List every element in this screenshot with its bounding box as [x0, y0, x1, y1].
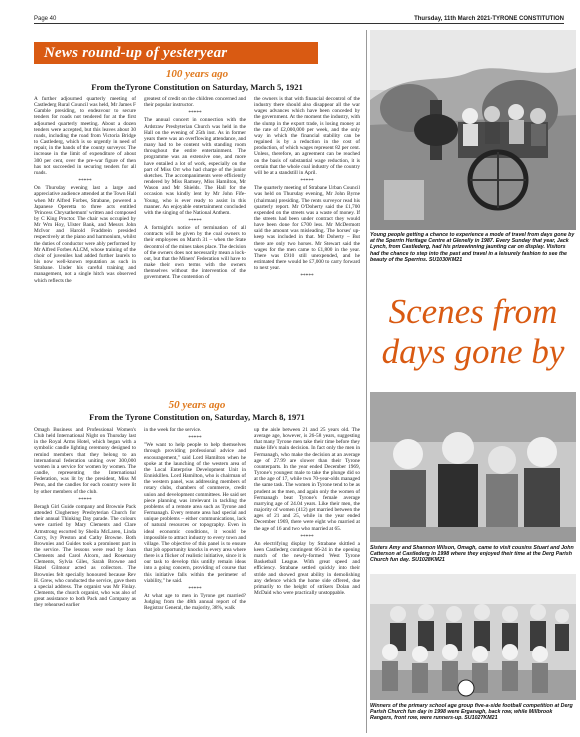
photo-football-winners-caption: Winners of the primary school age group five-a-side football competition at Derg Parish Church fun day in 1998 were Erganagh, back row, while Millbrook Rangers, front row, were runners-up. SU1027KM21	[370, 703, 573, 722]
years-ago-heading-50: 50 years ago	[168, 399, 226, 411]
photo-jaunting-car-caption: Young people getting a chance to experience a mode of travel from days gone by at the Sperrin Heritage Centre at Glenelly in 1987. Every Sunday that year, Jack Lynch, from Castlederg, had his prizewinning jaunting car on display. Visitors had the chance to step into the past and travel in a leisurely fashion to see the beauty of the Sperrins. SU1030KM21	[370, 232, 575, 263]
article-col-1921-a: A further adjourned quarterly meeting of Castlederg Rural Council was held, Mr James F Gamble presiding, to endeavour to secure tenders for roads not tendered for at the first adjourned quarterly meeting. About a dozen tenders were accepted, but this leaves about 30 roads, including the road from Victoria Bridge to Castlederg, which is so urgently in need of repair, in the hands of the county surveyor. The increase in the limit of expenditure of about 300 per cent, over the pre-war figure of then has not succeeded in securing tenders for all roads. ***** On Thursday evening last a large and appreciative audience attended at the Town Hall when Mr Alfred Forbes, Strabane, powered a Japanese Operetta to three acts entitled 'Princess Chrysathemum' written and composed by C King Proctor. The chair was occupied by Mr Wm Hoy, Ulster Bank, and Messrs John McIvor and Harold Fraddrein presided respectively at the piano and harmonium, whilst the duties of conductor were ably performed by Mr Alfred Forbes ALCM, whose training of the choir of juveniles had added further laurels to his now well-known reputation as such in Strabane. Under his careful training and management, not a single hitch was observed which reflects the	[34, 96, 136, 284]
source-line-1921: From theTyrone Constitution on Saturday, March 5, 1921	[91, 82, 303, 92]
issue-line: Thursday, 11th March 2021-TYRONE CONSTITUTION	[414, 16, 564, 22]
article-col-1971-c: up the aisle between 21 and 25 years old. The average age, however, is 26-58 years, suggesting that many Tyrone men take their time before they make life's main decision. In fact only the men in Fermanagh, who make the decision at an average age of 27.99 are slower than their Tyrone counterparts. In the year ended December 1969, Tyrone's youngest male to take the plunge did so at the age of 17, while two 70-year-olds managed the same task. The women in Tyrone tend to be as prudent as the men, and again only the women of Fermanagh beat Tyrone's female average marrying age of 24.04 years. Like their men, the majority of women (412) get married between the ages of 21 and 25, while in the year ended December 1969, there were eight who married at the age of 16 and two who married at 65. ***** An electrifying display by Strabane skittled a keen Castlederg contingent 66-24 in the opening match of the newly-formed West Tyrone Basketball League. With great speed and efficiency. Strabane settled quickly into their stride and showed great ability in demolishing any defence which the home side offered, due primarily to the height of strikers Dolan and McDaid who were practically unstoppable.	[254, 427, 360, 597]
page-number: Page 40	[34, 16, 57, 22]
section-banner: News round-up of yesteryear	[34, 42, 318, 64]
article-col-1971-b: in the week for the service. ***** "We want to help people to help themselves through providing professional advice and encouragement," said Lord Hamilton when he spoke at the launching of the western area of the Local Enterprise Development Unit in Enniskillen. Lord Hamilton, who is chairman of the western panel, was addressing members of rotary clubs, chambers of commerce, credit union and development committees. He said set piece planning was irrelevant in tackling the problems of a remote area such as Tyrone and Fermanagh. Every remote area had special and unique problems – either communications, lack of natural resources or topography. Even in ideal economic conditions, it would be impossible to attract industry to every town and village. The objective of this panel is to ensure that job opportunity knocks in every area where there is a flicker of realistic initiative, since it is our task to develop this untilly remain ideas into a going concern, providing of course that this initiative falls within the perimeter of viability," he said. ***** At what age to men in Tyrone get married? Judging from the 48th annual report of the Registrar General, the majority, 38%, walk	[144, 427, 246, 612]
years-ago-heading-100: 100 years ago	[165, 68, 229, 80]
page-header	[34, 12, 564, 24]
photo-fun-day-sisters-caption: Sisters Amy and Shannon Wilson, Omagh, came to visit cousins Stuart and John Catterson at Castlederg in 1998 where they enjoyed their time at the Derg Parish Church fun day. SU1028KM21	[370, 545, 574, 564]
photo-fun-day-sisters-image	[370, 392, 576, 542]
photo-jaunting-car-image	[370, 30, 576, 230]
article-col-1921-c: the owners is that with financial decontrol of the industry there should also disappear all the war wages advances which have been conceded by the government. At the moment the industry, with the slump in the export trade, is losing money at the rate of £2,000,000 per week, and the only way in which the financial stability can be regained is by a reduction in the cost of production, of which wages represent 82 per cent. Unless, therefore, an agreement can be reached on the basis of substantial wage reduction, it is certain that the whole coal industry of the country will be at a standstill in April. ***** The quarterly meeting of Strabane Urban Council was held on Thursday evening, Mr John Byrne (chairman) presiding. The rents surveyor read his quarterly report. Mr O'Doherty said the £1,700 expended on the streets was a waste of money. If the streets had been under contract they would have been done for £700 less. Mr McDermott said the amount was misleading. The horses' up-keep was included in that. Mr Doherty – But there are only two horses. Mr Stewart said the wages for the men came to £1,800 in the year. There was £910 still unexpended, and he estimated there would be £7,000 to carry forward to next year. *****	[254, 96, 360, 280]
article-col-1921-b: greatest of credit on the children concerned and their popular instructor. ***** The annual concert in connection with the Ardstraw Presbyterian Church was held in the Hall on the evening of 25th inst. As in former years there was an overflowing attendance, and many had to be content with standing room throughout the entire entertainment. The programme was an extensive one, and more have entailed a lot of work, especially on the part of Miss Orr who had charge of the junior sketches. The accompaniments were efficiently rendered by Miss Ramsey, Miss Hamilton, Mr Wason and Mr Shields. The Hall for the occasion was kindly lent by Mr John Fife-Young, who is ever ready to assist in this manner. An enjoyable entertainment concluded with the singing of the National Anthem. ***** A fortnight's notice of termination of all contracts will be given by the coal owners to their employees on March 31 – when the State decontrol of the mines takes place. The decision of the owners does not necessarily mean a lock-out, but that the Miners' Federation will have to make their own terms with the owners themselves without the intervention of the government. The contention of	[144, 96, 246, 281]
column-rule	[366, 30, 367, 733]
source-line-1971: From the Tyrone Constitution on, Saturday, March 8, 1971	[89, 412, 305, 422]
photo-football-winners	[370, 574, 576, 700]
photo-fun-day-sisters	[370, 392, 576, 542]
article-col-1971-a: Omagh Business and Professional Women's Club held International Night on Thursday last in the Royal Arms Hotel, which began with a symbolic candle lighting ceremony designed to remind members that they belong to an international federation uniting over 300,000 women in a service for women by women. The candle, representing the International Federation, was lit by the president, Miss M Penn, and the candles for each country were lit by other members of the club. ***** Beragh Girl Guide company and Brownie Pack attended Clogherney Presbyterian Church for their annual Thinking Day parade. The colours were carried by Mary Clements and Clare Armstrong escorted by Sheila McLaren, Linda Corry, Ivy Preston and Cathy Browne. Both Brownies and Guides took a prominent part in the service. The lessons were read by Joan Clements and Carol Alcorn, and Rosemary Clements, Sylvia Giles, Sarah Browne and Hazel Gilmour acted as collectors. The Brownies felt specially honoured because Rev H. Grew, who conducted the service, gave them a special address. The organist was Mr Finlay. Clements, the church organist, who was also of great assistance to both Pack and Company as they rehearsed earlier	[34, 427, 136, 609]
photo-jaunting-car	[370, 30, 576, 230]
photo-football-winners-image	[370, 574, 576, 700]
scenes-title: Scenes from days gone by	[381, 292, 565, 371]
